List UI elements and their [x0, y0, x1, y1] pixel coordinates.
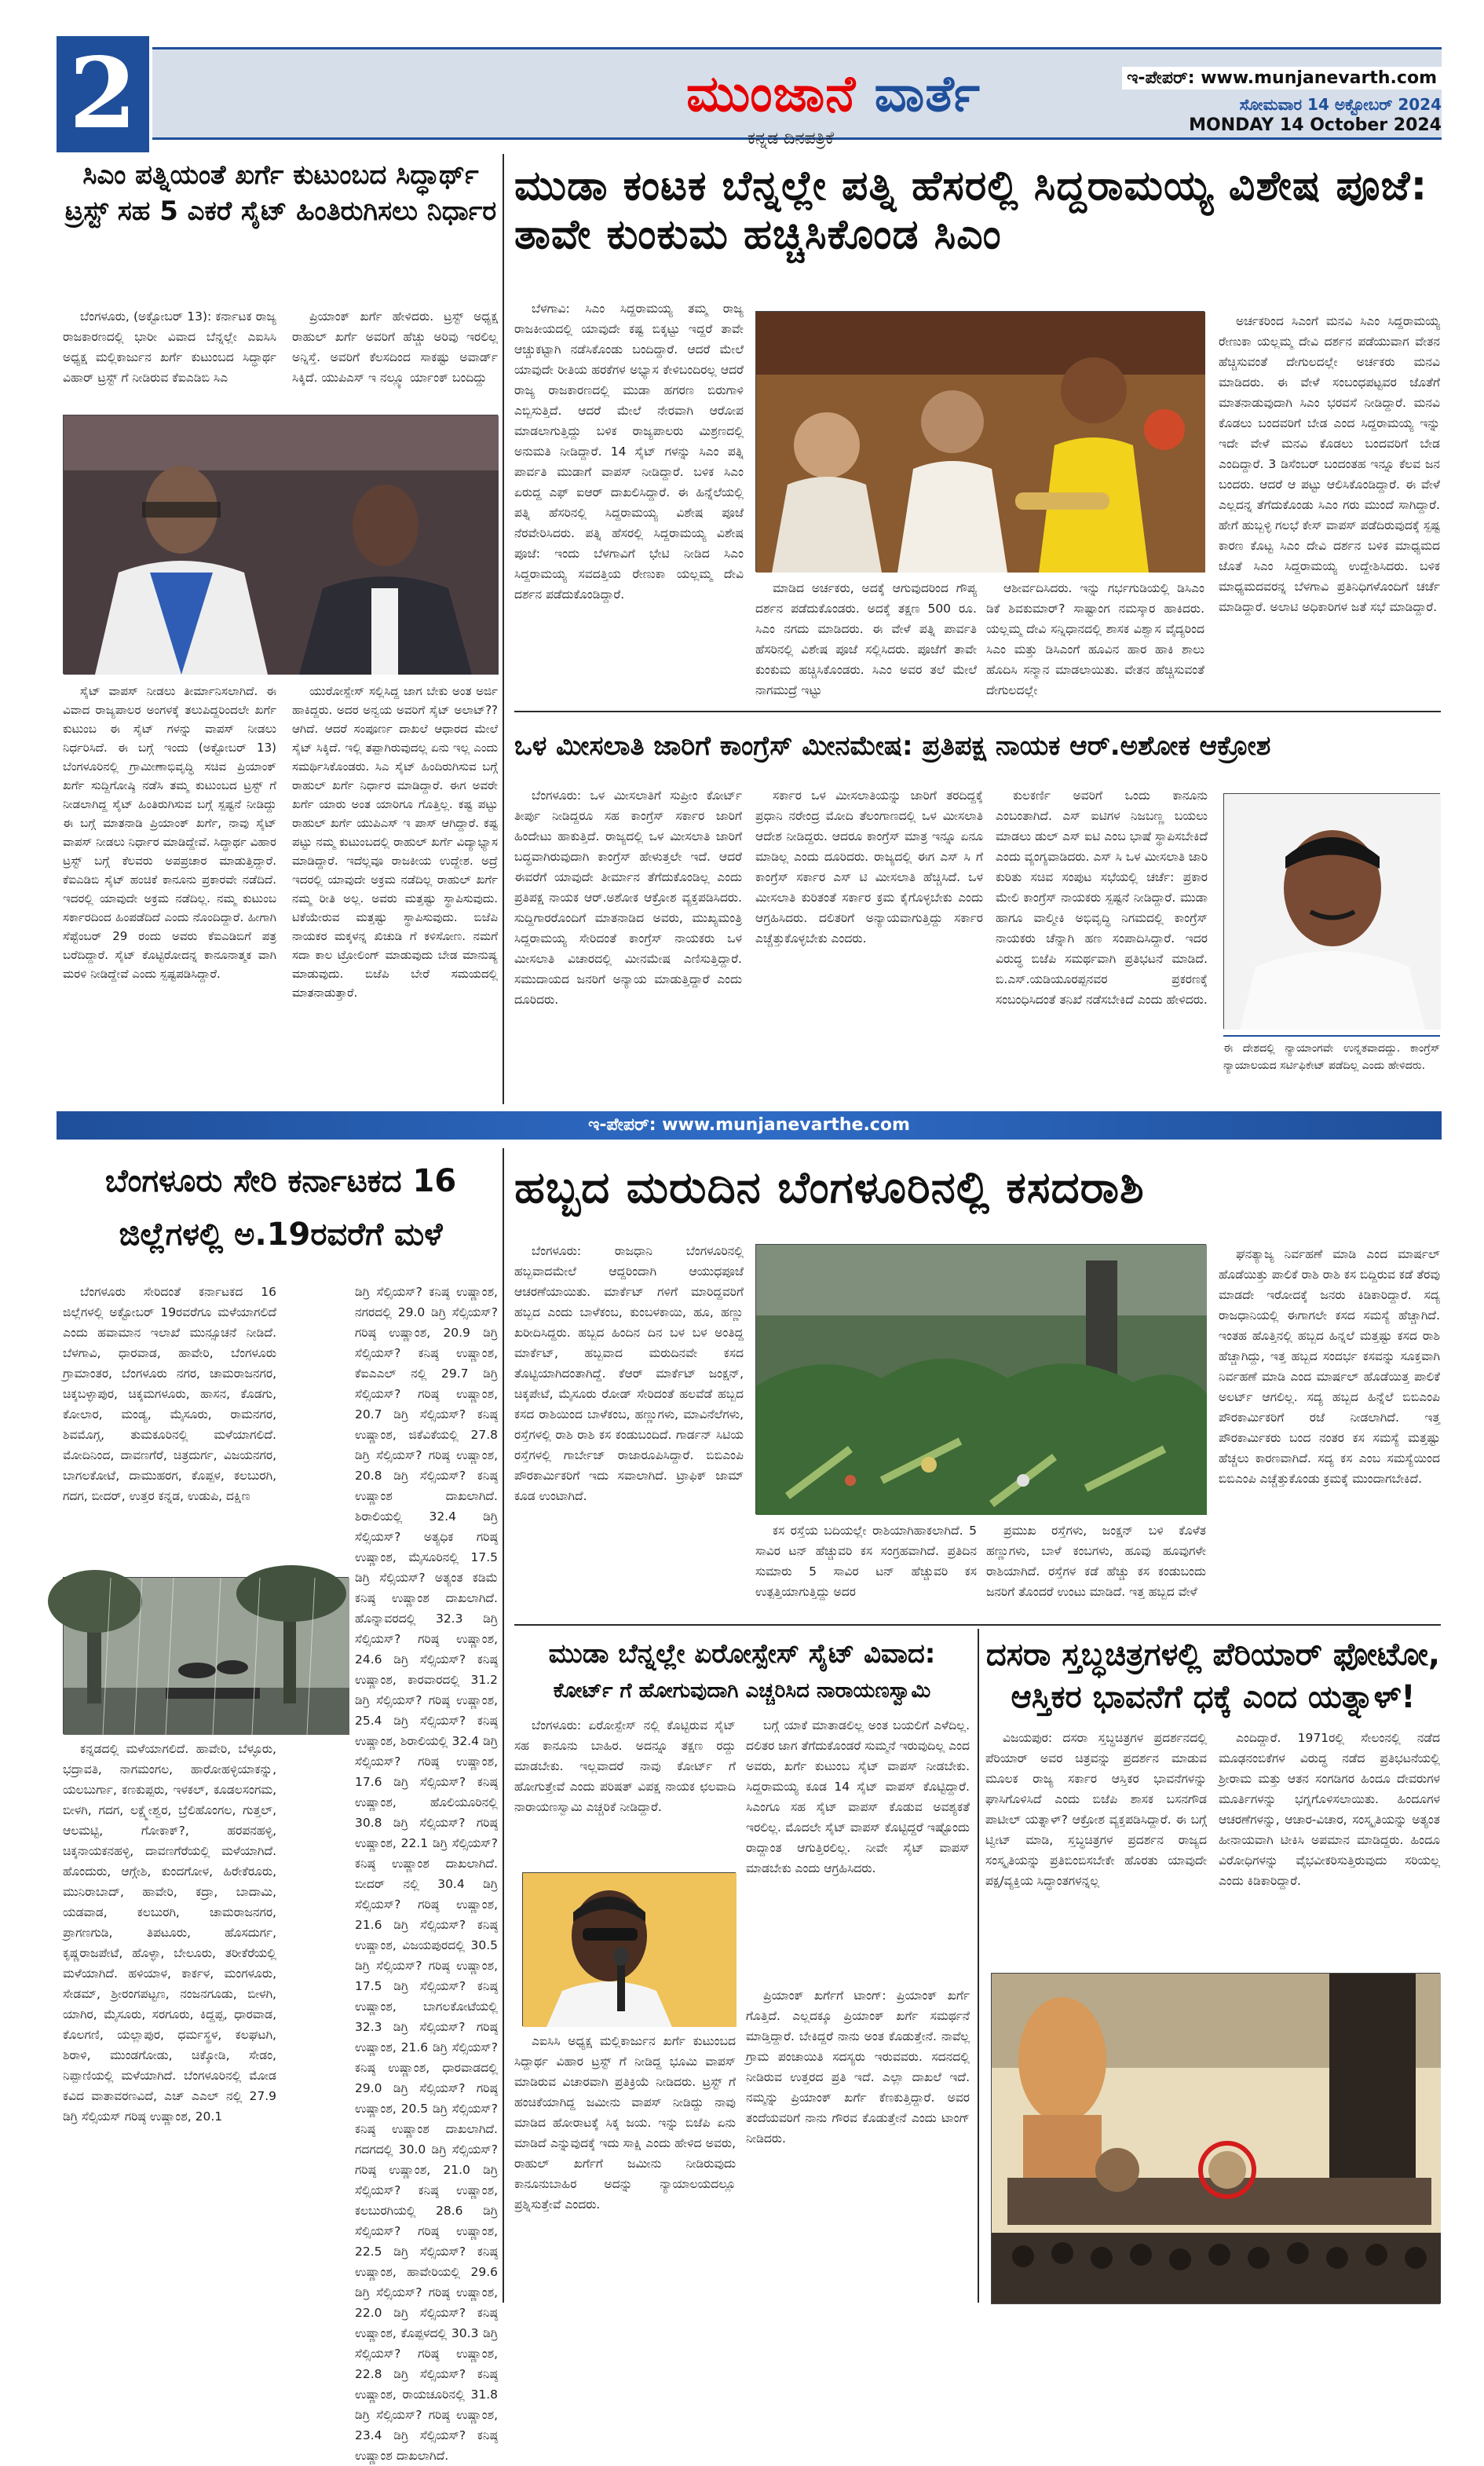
story2-col2-text: ಮಾಡಿದ ಅರ್ಚಕರು, ಅದಕ್ಕೆ ಆಗುವುದರಿಂದ ಗೌಪ್ಯ ದರ್ಶನ ಪಡೆದುಕೊಂಡರು. ಅದಕ್ಕೆ ತಕ್ಷಣ 500 ರೂ. ಸಿಎಂ ನಗದು ಮಾಡಿದರು. ಈ ವೇಳೆ ಪತ್ನಿ ಪಾರ್ವತಿ ಹೆಸರಿನಲ್ಲಿ ವಿಶೇಷ ಪೂಜೆ ಸಲ್ಲಿಸಿದರು. ಪೂಜೆಗೆ ತಾವೇ ಕುಂಕುಮ ಹಚ್ಚಿಸಿಕೊಂಡರು. ಸಿಎಂ ಅವರ ತಲೆ ಮೇಲೆ ನಾಗಮುದ್ರೆ ಇಟ್ಟು: [755, 581, 977, 697]
newspaper-tagline: ಕನ್ನಡ ದಿನಪತ್ರಿಕೆ: [747, 129, 835, 148]
story4-col2-text: ಡಿಗ್ರಿ ಸೆಲ್ಸಿಯಸ್? ಕನಿಷ್ಠ ಉಷ್ಣಾಂಶ, ನಗರದಲ್ಲಿ 29.0 ಡಿಗ್ರಿ ಸೆಲ್ಸಿಯಸ್? ಗರಿಷ್ಠ ಉಷ್ಣಾಂಶ, 20.9 ಡಿಗ್ರಿ ಸೆಲ್ಸಿಯಸ್? ಕನಿಷ್ಠ ಉಷ್ಣಾಂಶ, ಕೆಐಎಎಲ್ ನಲ್ಲಿ 29.7 ಡಿಗ್ರಿ ಸೆಲ್ಸಿಯಸ್? ಗರಿಷ್ಠ ಉಷ್ಣಾಂಶ, 20.7 ಡಿಗ್ರಿ ಸೆಲ್ಸಿಯಸ್? ಕನಿಷ್ಠ ಉಷ್ಣಾಂಶ, ಜಿಕೆವಿಕೆಯಲ್ಲಿ 27.8 ಡಿಗ್ರಿ ಸೆಲ್ಸಿಯಸ್? ಗರಿಷ್ಠ ಉಷ್ಣಾಂಶ, 20.8 ಡಿಗ್ರಿ ಸೆಲ್ಸಿಯಸ್? ಕನಿಷ್ಠ ಉಷ್ಣಾಂಶ ದಾಖಲಾಗಿದೆ. ಶಿರಾಲಿಯಲ್ಲಿ 32.4 ಡಿಗ್ರಿ ಸೆಲ್ಸಿಯಸ್? ಅತ್ಯಧಿಕ ಗರಿಷ್ಠ ಉಷ್ಣಾಂಶ, ಮೈಸೂರಿನಲ್ಲಿ 17.5 ಡಿಗ್ರಿ ಸೆಲ್ಸಿಯಸ್? ಅತ್ಯಂತ ಕಡಿಮೆ ಕನಿಷ್ಠ ಉಷ್ಣಾಂಶ ದಾಖಲಾಗಿದೆ. ಹೊನ್ನಾವರದಲ್ಲಿ 32.3 ಡಿಗ್ರಿ ಸೆಲ್ಸಿಯಸ್? ಗರಿಷ್ಠ ಉಷ್ಣಾಂಶ, 24.6 ಡಿಗ್ರಿ ಸೆಲ್ಸಿಯಸ್? ಕನಿಷ್ಠ ಉಷ್ಣಾಂಶ, ಕಾರವಾರದಲ್ಲಿ 31.2 ಡಿಗ್ರಿ ಸೆಲ್ಸಿಯಸ್? ಗರಿಷ್ಠ ಉಷ್ಣಾಂಶ, 25.4 ಡಿಗ್ರಿ ಸೆಲ್ಸಿಯಸ್? ಕನಿಷ್ಠ ಉಷ್ಣಾಂಶ, ಶಿರಾಲಿಯಲ್ಲಿ 32.4 ಡಿಗ್ರಿ ಸೆಲ್ಸಿಯಸ್? ಗರಿಷ್ಠ ಉಷ್ಣಾಂಶ, 17.6 ಡಿಗ್ರಿ ಸೆಲ್ಸಿಯಸ್? ಕನಿಷ್ಠ ಉಷ್ಣಾಂಶ, ಹೊಲಿಯೂರಿನಲ್ಲಿ 30.8 ಡಿಗ್ರಿ ಸೆಲ್ಸಿಯಸ್? ಗರಿಷ್ಠ ಉಷ್ಣಾಂಶ, 22.1 ಡಿಗ್ರಿ ಸೆಲ್ಸಿಯಸ್? ಕನಿಷ್ಠ ಉಷ್ಣಾಂಶ ದಾಖಲಾಗಿದೆ. ಬೀದರ್ ನಲ್ಲಿ 30.4 ಡಿಗ್ರಿ ಸೆಲ್ಸಿಯಸ್? ಗರಿಷ್ಠ ಉಷ್ಣಾಂಶ, 21.6 ಡಿಗ್ರಿ ಸೆಲ್ಸಿಯಸ್? ಕನಿಷ್ಠ ಉಷ್ಣಾಂಶ, ವಿಜಯಪುರದಲ್ಲಿ 30.5 ಡಿಗ್ರಿ ಸೆಲ್ಸಿಯಸ್? ಗರಿಷ್ಠ ಉಷ್ಣಾಂಶ, 17.5 ಡಿಗ್ರಿ ಸೆಲ್ಸಿಯಸ್? ಕನಿಷ್ಠ ಉಷ್ಣಾಂಶ, ಬಾಗಲಕೋಟೆಯಲ್ಲಿ 32.3 ಡಿಗ್ರಿ ಸೆಲ್ಸಿಯಸ್? ಗರಿಷ್ಠ ಉಷ್ಣಾಂಶ, 21.6 ಡಿಗ್ರಿ ಸೆಲ್ಸಿಯಸ್? ಕನಿಷ್ಠ ಉಷ್ಣಾಂಶ, ಧಾರವಾಡದಲ್ಲಿ 29.0 ಡಿಗ್ರಿ ಸೆಲ್ಸಿಯಸ್? ಗರಿಷ್ಠ ಉಷ್ಣಾಂಶ, 20.5 ಡಿಗ್ರಿ ಸೆಲ್ಸಿಯಸ್? ಕನಿಷ್ಠ ಉಷ್ಣಾಂಶ ದಾಖಲಾಗಿದೆ. ಗದಗದಲ್ಲಿ 30.0 ಡಿಗ್ರಿ ಸೆಲ್ಸಿಯಸ್? ಗರಿಷ್ಠ ಉಷ್ಣಾಂಶ, 21.0 ಡಿಗ್ರಿ ಸೆಲ್ಸಿಯಸ್? ಕನಿಷ್ಠ ಉಷ್ಣಾಂಶ, ಕಲಬುರಗಿಯಲ್ಲಿ 28.6 ಡಿಗ್ರಿ ಸೆಲ್ಸಿಯಸ್? ಗರಿಷ್ಠ ಉಷ್ಣಾಂಶ, 22.5 ಡಿಗ್ರಿ ಸೆಲ್ಸಿಯಸ್? ಕನಿಷ್ಠ ಉಷ್ಣಾಂಶ, ಹಾವೇರಿಯಲ್ಲಿ 29.6 ಡಿಗ್ರಿ ಸೆಲ್ಸಿಯಸ್? ಗರಿಷ್ಠ ಉಷ್ಣಾಂಶ, 22.0 ಡಿಗ್ರಿ ಸೆಲ್ಸಿಯಸ್? ಕನಿಷ್ಠ ಉಷ್ಣಾಂಶ, ಕೊಪ್ಪಳದಲ್ಲಿ 30.3 ಡಿಗ್ರಿ ಸೆಲ್ಸಿಯಸ್? ಗರಿಷ್ಠ ಉಷ್ಣಾಂಶ, 22.8 ಡಿಗ್ರಿ ಸೆಲ್ಸಿಯಸ್? ಕನಿಷ್ಠ ಉಷ್ಣಾಂಶ, ರಾಯಚೂರಿನಲ್ಲಿ 31.8 ಡಿಗ್ರಿ ಸೆಲ್ಸಿಯಸ್? ಗರಿಷ್ಠ ಉಷ್ಣಾಂಶ, 23.4 ಡಿಗ್ರಿ ಸೆಲ್ಸಿಯಸ್? ಕನಿಷ್ಠ ಉಷ್ಣಾಂಶ ದಾಖಲಾಗಿದೆ.: [355, 1285, 498, 2463]
story2-body-col4: [1219, 311, 1440, 704]
story5-headline: ಹಬ್ಬದ ಮರುದಿನ ಬೆಂಗಳೂರಿನಲ್ಲಿ ಕಸದರಾಶಿ: [514, 1162, 1145, 1213]
story1-headline: ಸಿಎಂ ಪತ್ನಿಯಂತೆ ಖರ್ಗೆ ಕುಟುಂಬದ ಸಿದ್ಧಾರ್ಥ್ ಟ್ರಸ್ಟ್ ಸಹ 5 ಎಕರೆ ಸೈಟ್ ಹಿಂತಿರುಗಿಸಲು ನಿರ್ಧಾರ: [64, 159, 497, 227]
story7-body-col2: [1219, 1728, 1440, 1965]
story6-col2-text: ಬಗ್ಗೆ ಯಾಕೆ ಮಾತಾಡಲಿಲ್ಲ ಅಂತ ಬಯಲಿಗೆ ಎಳೆದಿಲ್ಲ. ದಲಿತರ ಜಾಗ ತೆಗೆದುಕೊಂಡರೆ ಸುಮ್ಮನೆ ಇರುವುದಿಲ್ಲ ಎಂದ ಅವರು, ಖರ್ಗೆ ಕುಟುಂಬ ಸೈಟ್ ವಾಪಸ್ ನೀಡಬೇಕು. ಸಿದ್ದರಾಮಯ್ಯ ಕೂಡ 14 ಸೈಟ್ ವಾಪಸ್ ಕೊಟ್ಟಿದ್ದಾರೆ. ಸಿಎಂಗೂ ಸಹ ಸೈಟ್ ವಾಪಸ್ ಕೊಡುವ ಅವಶ್ಯಕತೆ ಇರಲಿಲ್ಲ. ಮೊದಲೇ ಸೈಟ್ ವಾಪಸ್ ಕೊಟ್ಟಿದ್ದರೆ ಇಷ್ಟೊಂದು ರಾದ್ದಾಂತ ಆಗುತ್ತಿರಲಿಲ್ಲ. ನೀವೇ ಸೈಟ್ ವಾಪಸ್ ಮಾಡಬೇಕು ಎಂದು ಆಗ್ರಹಿಸಿದರು.: [746, 1718, 970, 1875]
page-number: 2: [57, 36, 149, 152]
story3-photo-svg: [1224, 794, 1441, 1030]
story7-photo-svg: [992, 1974, 1441, 2303]
newspaper-name: [686, 65, 981, 123]
section-divider-2: [514, 1624, 1441, 1626]
story4-col1-text: ಬೆಂಗಳೂರು ಸೇರಿದಂತೆ ಕರ್ನಾಟಕದ 16 ಜಿಲ್ಲೆಗಳಲ್ಲಿ ಅಕ್ಟೋಬರ್ 19ರವರೆಗೂ ಮಳೆಯಾಗಲಿದೆ ಎಂದು ಹವಾಮಾನ ಇಲಾಖೆ ಮುನ್ಸೂಚನೆ ನೀಡಿದೆ. ಬೆಳಗಾವಿ, ಧಾರವಾಡ, ಹಾವೇರಿ, ಬೆಂಗಳೂರು ಗ್ರಾಮಾಂತರ, ಬೆಂಗಳೂರು ನಗರ, ಚಾಮರಾಜನಗರ, ಚಿಕ್ಕಬಳ್ಳಾಪುರ, ಚಿಕ್ಕಮಗಳೂರು, ಹಾಸನ, ಕೊಡಗು, ಕೋಲಾರ, ಮಂಡ್ಯ, ಮೈಸೂರು, ರಾಮನಗರ, ಶಿವಮೊಗ್ಗ, ತುಮಕೂರಿನಲ್ಲಿ ಮಳೆಯಾಗಲಿದೆ. ಮೋದಿನಿಂದ, ದಾವಣಗೆರೆ, ಚಿತ್ರದುರ್ಗ, ವಿಜಯನಗರ, ಬಾಗಲಕೋಟೆ, ದಾಮುಹರಗ, ಕೊಪ್ಪಳ, ಕಲಬುರಗಿ, ಗದಗ, ಬೀದರ್, ಉತ್ತರ ಕನ್ನಡ, ಉಡುಪಿ, ದಕ್ಷಿಣ: [63, 1285, 276, 1503]
date-english: MONDAY 14 October 2024: [1189, 115, 1442, 135]
story6-body-col1b: [514, 2031, 736, 2303]
story6-body-col2: [746, 1715, 970, 1982]
story6-photo-svg: [523, 1873, 737, 2027]
story3-headline: ಒಳ ಮೀಸಲಾತಿ ಜಾರಿಗೆ ಕಾಂಗ್ರೆಸ್ ಮೀನಮೇಷ: ಪ್ರತಿಪಕ್ಷ ನಾಯಕ ಆರ್.ಅಶೋಕ ಆಕ್ರೋಶ: [514, 730, 1271, 762]
story1-col2-text: ಪ್ರಿಯಾಂಕ್ ಖರ್ಗೆ ಹೇಳಿದರು. ಟ್ರಸ್ಟ್ ಅಧ್ಯಕ್ಷ ರಾಹುಲ್ ಖರ್ಗೆ ಅವರಿಗೆ ಹೆಚ್ಚು ಅರಿವು ಇರಲಿಲ್ಲ ಅನ್ನಿಸ್ತೆ. ಅವರಿಗೆ ಕೆಲಸದಿಂದ ಸಾಕಷ್ಟು ಅವಾರ್ಡ್ ಸಿಕ್ಕಿದೆ. ಯುಪಿಎಸ್ ಇ ನಲ್ಲ್ಯೂ ರ್ಯಾಂಕ್ ಬಂದಿದ್ದು: [292, 309, 498, 385]
story5-photo: [755, 1244, 1206, 1514]
story1-col4-text: ಯುರೋಸ್ಪೇಸ್ ಸಲ್ಲಿಸಿದ್ದ ಜಾಗ ಬೇಕು ಅಂತ ಅರ್ಜಿ ಹಾಕಿದ್ದರು. ಅದರ ಅನ್ವಯ ಅವರಿಗೆ ಸೈಟ್ ಅಲಾಟ್?? ಆಗಿದೆ. ಆದರೆ ಸಂಪೂರ್ಣ ದಾಖಲೆ ಆಧಾರದ ಮೇಲೆ ಸೈಟ್ ಸಿಕ್ಕಿದೆ. ಇಲ್ಲಿ ತಪ್ಪಾಗಿರುವುದಲ್ಲ ಏನು ಇಲ್ಲ ಎಂದು ಸಮರ್ಥಿಸಿಕೊಂಡರು. ಸಿಎ ಸೈಟ್ ಹಿಂದಿರುಗಿಸುವ ಬಗ್ಗೆ ರಾಹುಲ್ ಖರ್ಗೆ ನಿರ್ಧಾರ ಮಾಡಿದ್ದಾರೆ. ಈಗ ಅವರೇ ಖರ್ಗೆ ಯಾರು ಅಂತ ಯಾರಿಗೂ ಗೊತ್ತಿಲ್ಲ. ಕಷ್ಟ ಪಟ್ಟು ರಾಹುಲ್ ಖರ್ಗೆ ಯುಪಿಎಸ್ ಇ ಪಾಸ್ ಆಗಿದ್ದಾರೆ. ಕಷ್ಟ ಪಟ್ಟು ನಮ್ಮ ಕುಟುಂಬದಲ್ಲಿ ರಾಹುಲ್ ಖರ್ಗೆ ವಿದ್ಯಾಭ್ಯಾಸ ಮಾಡಿದ್ದಾರೆ. ಇದೆಲ್ಲವೂ ರಾಜಕೀಯ ಉದ್ದೇಶ. ಅದ್ರೆ ಇದರಲ್ಲಿ ಯಾವುದೇ ಅಕ್ರಮ ನಡೆದಿಲ್ಲ ರಾಹುಲ್ ಖರ್ಗೆ ನಮ್ಮ ರೀತಿ ಅಲ್ಲ. ಅವರು ಮತ್ತಷ್ಟು ಸ್ಥಾಪಿಸುವುದು. ಟಿಕೆಯೇರುವ ಮತ್ತಷ್ಟು ಸ್ಥಾಪಿಸುವುದು. ಬಿಜೆಪಿ ನಾಯಕರ ಮಕ್ಕಳನ್ನ ಖಿಚುಡಿ ಗೆ ಕಳಿಸೋಣ. ನಮಗೆ ಸದಾ ಕಾಲ ಟ್ರೋಲಿಂಗ್ ಮಾಡುವುದು ಬೇಡ ಮಾನುಷ್ಯ ಮಾಡುವುದು. ಬಿಜೆಪಿ ಬೇರೆ ಸಮಯದಲ್ಲಿ ಮಾತನಾಡುತ್ತಾರೆ.: [292, 684, 498, 1000]
story6-body-col1: [514, 1715, 736, 1872]
column-divider: [503, 154, 504, 1104]
story5-col1-text: ಬೆಂಗಳೂರು: ರಾಜಧಾನಿ ಬೆಂಗಳೂರಿನಲ್ಲಿ ಹಬ್ಬವಾದಮೇಲೆ ಆದ್ದರಿಂದಾಗಿ ಆಯುಧಪೂಜೆ ಆಚರಣೆಯಾಯಿತು. ಮಾರ್ಕೆಟ್ ಗಳಿಗೆ ಮಾರಿದ್ದವರಿಗೆ ಹಬ್ಬದ ಎಂದು ಬಾಳೆಕಂಬ, ಕುಂಬಳಕಾಯಿ, ಹೂ, ಹಣ್ಣು ಖರೀದಿಸಿದ್ದರು. ಹಬ್ಬದ ಹಿಂದಿನ ದಿನ ಬಳ ಬಳ ಅಂತಿದ್ದ ಮಾರ್ಕೆಟ್, ಹಬ್ಬವಾದ ಮರುದಿನವೇ ಕಸದ ತೊಟ್ಟಿಯಾಗಿದಂತಾಗಿದ್ದೆ. ಕೆಆರ್ ಮಾರ್ಕೆಟ್ ಜಂಕ್ಷನ್, ಚಿಕ್ಕಪೇಟೆ, ಮೈಸೂರು ರೋಡ್ ಸೇರಿದಂತೆ ಹಲವೆಡೆ ಹಬ್ಬದ ಕಸದ ರಾಶಿಯಿಂದ ಬಾಳೆಕಂಬ, ಹಣ್ಣುಗಳು, ಮಾವಿನೆಲೆಗಳು, ರಸ್ತೆಗಳಲ್ಲಿ ರಾಶಿ ರಾಶಿ ಕಸ ಕಂಡುಬಂದಿದೆ. ಗಾರ್ಡನ್ ಸಿಟಿಯ ರಸ್ತೆಗಳಲ್ಲಿ ಗಾರ್ಬೇಜ್ ರಾಜಾರೂಪಿಸಿದ್ದಾರೆ. ಬಿಬಿಎಂಪಿ ಪೌರಕಾರ್ಮಿಕರಿಗೆ ಇದು ಸವಾಲಾಗಿದೆ. ಟ್ರಾಫಿಕ್ ಜಾಮ್ ಕೂಡ ಉಂಟಾಗಿದೆ.: [514, 1244, 744, 1503]
story3-col1-text: ಬೆಂಗಳೂರು: ಒಳ ಮೀಸಲಾತಿಗೆ ಸುಪ್ರೀಂ ಕೋರ್ಟ್ ತೀರ್ಪು ನೀಡಿದ್ದರೂ ಸಹ ಕಾಂಗ್ರೆಸ್ ಸರ್ಕಾರ ಜಾರಿಗೆ ಹಿಂದೇಟು ಹಾಕುತ್ತಿದೆ. ರಾಜ್ಯದಲ್ಲಿ ಒಳ ಮೀಸಲಾತಿ ಜಾರಿಗೆ ಬದ್ಧವಾಗಿರುವುದಾಗಿ ಕಾಂಗ್ರೆಸ್ ಹೇಳುತ್ತಲೇ ಇದೆ. ಆದರೆ ಈವರೆಗೆ ಯಾವುದೇ ತೀರ್ಮಾನ ತೆಗೆದುಕೊಂಡಿಲ್ಲ ಎಂದು ಪ್ರತಿಪಕ್ಷ ನಾಯಕ ಆರ್.ಅಶೋಕ ಆಕ್ರೋಶ ವ್ಯಕ್ತಪಡಿಸಿದರು. ಸುದ್ದಿಗಾರರೊಂದಿಗೆ ಮಾತನಾಡಿದ ಅವರು, ಮುಖ್ಯಮಂತ್ರಿ ಸಿದ್ದರಾಮಯ್ಯ ಸೇರಿದಂತೆ ಕಾಂಗ್ರೆಸ್ ನಾಯಕರು ಒಳ ಮೀಸಲಾತಿ ವಿಚಾರದಲ್ಲಿ ಮೀನಮೇಷ ಎಣಿಸುತ್ತಿದ್ದಾರೆ. ಸಮುದಾಯದ ಜನರಿಗೆ ಅನ್ಯಾಯ ಮಾಡುತ್ತಿದ್ದಾರೆ ಎಂದು ದೂರಿದರು.: [514, 788, 742, 1007]
story1-col3-text: ಸೈಟ್ ವಾಪಸ್ ನೀಡಲು ತೀರ್ಮಾನಿಸಲಾಗಿದೆ. ಈ ವಿವಾದ ರಾಜ್ಯಪಾಲರ ಅಂಗಳಕ್ಕೆ ತಲುಪಿದ್ದರಿಂದಲೇ ಖರ್ಗೆ ಕುಟುಂಬ ಈ ಸೈಟ್ ಗಳನ್ನು ವಾಪಸ್ ನೀಡಲು ನಿರ್ಧರಿಸಿದೆ. ಈ ಬಗ್ಗೆ ಇಂದು (ಅಕ್ಟೋಬರ್ 13) ಬೆಂಗಳೂರಿನಲ್ಲಿ ಗ್ರಾಮೀಣಾಭಿವೃದ್ಧಿ ಸಚಿವ ಪ್ರಿಯಾಂಕ್ ಖರ್ಗೆ ಸುದ್ದಿಗೋಷ್ಠಿ ನಡೆಸಿ ತಮ್ಮ ಕುಟುಂಬದ ಟ್ರಸ್ಟ್ ಗೆ ನೀಡಲಾಗಿದ್ದ ಸೈಟ್ ಹಿಂತಿರುಗಿಸುವ ಬಗ್ಗೆ ಸ್ಪಷ್ಟನೆ ನೀಡಿದ್ದು ಈ ಬಗ್ಗೆ ಮಾತನಾಡಿ ಪ್ರಿಯಾಂಕ್ ಖರ್ಗೆ, ನಾವು ಸೈಟ್ ವಾಪಸ್ ನೀಡಲು ನಿರ್ಧಾರ ಮಾಡಿದ್ದೇವೆ. ಸಿದ್ಧಾರ್ಥ ವಿಹಾರ ಟ್ರಸ್ಟ್ ಬಗ್ಗೆ ಕೆಲವರು ಅಪಪ್ರಚಾರ ಮಾಡುತ್ತಿದ್ದಾರೆ. ಕೆಐಎಡಿಬಿ ಸೈಟ್ ಹಂಚಿಕೆ ಕಾನೂನು ಪ್ರಕಾರವೇ ನಡೆದಿದೆ. ಇದರಲ್ಲಿ ಯಾವುದೇ ಅಕ್ರಮ ನಡೆದಿಲ್ಲ. ನಮ್ಮ ಕುಟುಂಬ ಸರ್ಕಾರದಿಂದ ಹಿಂಪಡೆದಿದೆ ಎಂದು ನೊಂದಿದ್ದಾರೆ. ಹೀಗಾಗಿ ಸೆಪ್ಟೆಂಬರ್ 29 ರಂದು ಅವರು ಕೆಐಎಡಿಬಿಗೆ ಪತ್ರ ಬರೆದಿದ್ದಾರೆ. ಸೈಟ್ ಕೊಟ್ಟಿರೋದನ್ನ ಕಾನೂನಾತ್ಮಕ ವಾಗಿ ಮರಳಿ ನೀಡಿದ್ದೇವೆ ಎಂದು ಸ್ಪಷ್ಟಪಡಿಸಿದ್ದಾರೆ.: [63, 684, 276, 981]
story5-col2-text: ಕಸ ರಸ್ತೆಯ ಬದಿಯಲ್ಲೇ ರಾಶಿಯಾಗಿಹಾಕಲಾಗಿದೆ. 5 ಸಾವಿರ ಟನ್ ಹೆಚ್ಚುವರಿ ಕಸ ಸಂಗ್ರಹವಾಗಿದೆ. ಪ್ರತಿದಿನ ಸುಮಾರು 5 ಸಾವಿರ ಟನ್ ಹೆಚ್ಚುವರಿ ಕಸ ಉತ್ಪತ್ತಿಯಾಗುತ್ತಿದ್ದು ಅದರ: [755, 1524, 977, 1599]
story7-headline: ದಸರಾ ಸ್ತಬ್ಧಚಿತ್ರಗಳಲ್ಲಿ ಪೆರಿಯಾರ್ ಫೋಟೋ, ಆಸ್ತಿಕರ ಭಾವನೆಗೆ ಧಕ್ಕೆ ಎಂದ ಯತ್ನಾಳ್!: [985, 1637, 1441, 1715]
edition-url[interactable]: ಇ-ಪೇಪರ್: www.munjanevarth.com: [1122, 67, 1442, 90]
story2-photo: [755, 311, 1204, 572]
story7-col2-text: ಎಂದಿದ್ದಾರೆ. 1971ರಲ್ಲಿ ಸೇಲಂನಲ್ಲಿ ನಡೆದ ಮೂಢನಂಬಿಕೆಗಳ ವಿರುದ್ಧ ನಡೆದ ಪ್ರತಿಭಟನೆಯಲ್ಲಿ ಶ್ರೀರಾಮ ಮತ್ತು ಆತನ ಸಂಗಡಿಗರ ಹಿಂದೂ ದೇವರುಗಳ ಮೂರ್ತಿಗಳನ್ನು ಭಗ್ನಗೊಳಿಸಲಾಯಿತು. ಹಿಂದೂಗಳ ಆಚರಣೆಗಳನ್ನು, ಆಚಾರ-ವಿಚಾರ, ಸಂಸ್ಕೃತಿಯನ್ನು ಅತ್ಯಂತ ಹೀನಾಯವಾಗಿ ಟೀಕಿಸಿ ಅಪಮಾನ ಮಾಡಿದ್ದರು. ಹಿಂದೂ ವಿರೋಧಿಗಳನ್ನು ವೈಭವೀಕರಿಸುತ್ತಿರುವುದು ಸರಿಯಲ್ಲ ಎಂದು ಕಿಡಿಕಾರಿದ್ದಾರೆ.: [1219, 1731, 1440, 1888]
story2-col1-text: ಬೆಳಗಾವಿ: ಸಿಎಂ ಸಿದ್ದರಾಮಯ್ಯ ತಮ್ಮ ರಾಜ್ಯ ರಾಜಕೀಯದಲ್ಲಿ ಯಾವುದೇ ಕಷ್ಟ ಬಿಕ್ಕಟ್ಟು ಇದ್ದರೆ ತಾವೇ ಆಚ್ಚುಕಟ್ಟಾಗಿ ನಡೆಸಿಕೊಂಡು ಬಂದಿದ್ದಾರೆ. ಆದರೆ ಮೇಲೆ ಯಾವುದೇ ರೀತಿಯ ಹರಕೆಗಳ ಅಭ್ಯಾಸ ಕೇಳಿಬಂದಿರಲ್ಲ ಆದರೆ ರಾಜ್ಯ ರಾಜಕಾರಣದಲ್ಲಿ ಮುಡಾ ಹಗರಣ ಬಿರುಗಾಳಿ ಎಬ್ಬಿಸುತ್ತಿದೆ. ಆದರೆ ಮೇಲೆ ನೇರವಾಗಿ ಆರೋಪ ಮಾಡಲಾಗುತ್ತಿದ್ದು ಬಳಿಕ ರಾಜ್ಯಪಾಲರು ಮಿಶ್ರಣದಲ್ಲಿ ಅನುಮತಿ ನೀಡಿದ್ದಾರೆ. 14 ಸೈಟ್ ಗಳನ್ನು ಸಿಎಂ ಪತ್ನಿ ಪಾರ್ವತಿ ಮುಡಾಗೆ ವಾಪಸ್ ನೀಡಿದ್ದಾರೆ. ಬಳಿಕ ಸಿಎಂ ಏರುದ್ದ ಎಫ್ ಐಆರ್ ದಾಖಲಿಸಿದ್ದಾರೆ. ಈ ಹಿನ್ನೆಲೆಯಲ್ಲಿ ಪತ್ನಿ ಹೆಸರಿನಲ್ಲಿ ಸಿದ್ದರಾಮಯ್ಯ ವಿಶೇಷ ಪೂಜೆ ನೆರವೇರಿಸಿದರು. ಪತ್ನಿ ಹೆಸರಲ್ಲಿ ಸಿದ್ದರಾಮಯ್ಯ ವಿಶೇಷ ಪೂಜೆ: ಇಂದು ಬೆಳಗಾವಿಗೆ ಭೇಟಿ ನೀಡಿದ ಸಿಎಂ ಸಿದ್ದರಾಮಯ್ಯ ಸವದತ್ತಿಯ ರೇಣುಕಾ ಯಲ್ಲಮ್ಮ ದೇವಿ ದರ್ಶನ ಪಡೆದುಕೊಂಡಿದ್ದಾರೆ.: [514, 302, 744, 602]
story1-photo-svg: [64, 415, 499, 675]
story2-body-col1: [514, 298, 744, 703]
newspaper-name-red: ಮುಂಜಾನೆ: [686, 65, 857, 123]
story6-col1b-text: ಎಐಸಿಸಿ ಅಧ್ಯಕ್ಷ ಮಲ್ಲಿಕಾರ್ಜುನ ಖರ್ಗೆ ಕುಟುಂಬದ ಸಿದ್ದಾರ್ಥ ವಿಹಾರ ಟ್ರಸ್ಟ್ ಗೆ ನೀಡಿದ್ದ ಭೂಮಿ ವಾಪಸ್ ಮಾಡಿರುವ ವಿಚಾರವಾಗಿ ಪ್ರತಿಕ್ರಿಯೆ ನೀಡಿದರು. ಟ್ರಸ್ಟ್ ಗೆ ಹಂಚಿಕೆಯಾಗಿದ್ದ ಜಮೀನು ವಾಪಸ್ ನೀಡಿದ್ದು ನಾವು ಮಾಡಿದ ಹೋರಾಟಕ್ಕೆ ಸಿಕ್ಕ ಜಯ. ಇನ್ನು ಬಿಜೆಪಿ ಏನು ಮಾಡಿದೆ ಎನ್ನುವುದಕ್ಕೆ ಇದು ಸಾಕ್ಷಿ ಎಂದು ಹೇಳಿದ ಅವರು, ರಾಹುಲ್ ಖರ್ಗೆಗೆ ಜಮೀನು ನೀಡಿರುವುದು ಕಾನೂನುಬಾಹಿರ ಅದನ್ನು ನ್ಯಾಯಾಲಯದಲ್ಲೂ ಪ್ರಶ್ನಿಸುತ್ತೇವೆ ಎಂದರು.: [514, 2034, 736, 2212]
story3-body-col3: [996, 785, 1208, 1103]
story1-body-col4: [292, 679, 498, 1103]
story3-col2-text: ಸರ್ಕಾರ ಒಳ ಮೀಸಲಾತಿಯನ್ನು ಜಾರಿಗೆ ತರದಿದ್ದಕ್ಕೆ ಪ್ರಧಾನಿ ನರೇಂದ್ರ ಮೋದಿ ತೆಲಂಗಾಣದಲ್ಲಿ ಒಳ ಮೀಸಲಾತಿ ಆದೇಶ ನೀಡಿದ್ದರು. ಆದರೂ ಕಾಂಗ್ರೆಸ್ ಮಾತ್ರ ಇನ್ನೂ ಏನೂ ಮಾಡಿಲ್ಲ ಎಂದು ದೂರಿದರು. ರಾಜ್ಯದಲ್ಲಿ ಈಗ ಎಸ್ ಸಿ ಗೆ ಕಾಂಗ್ರೆಸ್ ಸರ್ಕಾರ ಎಸ್ ಟಿ ಮೀಸಲಾತಿ ಹೆಚ್ಚಿಸಿದೆ. ಒಳ ಮೀಸಲಾತಿ ಕುರಿತಂತೆ ಸರ್ಕಾರ ಕ್ರಮ ಕೈಗೊಳ್ಳಬೇಕು ಎಂದು ಆಗ್ರಹಿಸಿದರು. ದಲಿತರಿಗೆ ಅನ್ಯಾಯವಾಗುತ್ತಿದ್ದು ಸರ್ಕಾರ ಎಚ್ಚೆತ್ತುಕೊಳ್ಳಬೇಕು ಎಂದರು.: [755, 788, 983, 946]
story5-col3-text: ಪ್ರಮುಖ ರಸ್ತೆಗಳು, ಜಂಕ್ಷನ್ ಬಳಿ ಕೊಳೆತ ಹಣ್ಣುಗಳು, ಬಾಳೆ ಕಂಬಗಳು, ಹೂವು ಹೂವುಗಳೇ ರಾಶಿಯಾಗಿದೆ. ರಸ್ತೆಗಳ ಕಡೆ ಹೆಚ್ಚು ಕಸ ಕಂಡುಬಂದು ಜನರಿಗೆ ತೊಂದರೆ ಉಂಟು ಮಾಡಿದೆ. ಇತ್ತ ಹಬ್ಬದ ವೇಳೆ: [986, 1524, 1206, 1599]
story5-body-col4: [1219, 1244, 1440, 1618]
story3-caption: ಈ ದೇಶದಲ್ಲಿ ನ್ಯಾಯಾಂಗವೇ ಉನ್ನತವಾದದ್ದು. ಕಾಂಗ್ರೆಸ್ ನ್ಯಾಯಾಲಯದ ಸರ್ಟಿಫಿಕೇಟ್ ಪಡೆದಿಲ್ಲ ಎಂದು ಹೇಳಿದರು.: [1223, 1035, 1440, 1104]
column-divider-lower: [503, 1148, 504, 2303]
story3-body-col1: [514, 785, 742, 1103]
story4-col1b-text: ಕನ್ನಡದಲ್ಲಿ ಮಳೆಯಾಗಲಿದೆ. ಹಾವೇರಿ, ಬೆಳ್ಳೂರು, ಭದ್ರಾವತಿ, ನಾಗಮಂಗಲ, ಹಾರೋಹಳ್ಳಿಯಾಕನ್ನು, ಯಲಬುರ್ಗಾ, ಕಣಕುಪ್ಪರು, ಇಳಕಲ್, ಕೂಡಲಸಂಗಮ, ಬೀಳಗಿ, ಗದಗ, ಲಕ್ಷ್ಮೇಶ್ವರ, ಬ್ರೆಲಿಹೊಂಗಲ, ಗುತ್ತಲ್, ಆಲಮಟ್ಟಿ, ಗೋಕಾಕ್?, ಹರಪನಹಳ್ಳಿ, ಚಿಕ್ಕನಾಯಕನಹಳ್ಳಿ, ದಾವಣಗೆರೆಯಲ್ಲಿ ಮಳೆಯಾಗಿದೆ. ಹೊಂದುರು, ಆಗ್ಗೇಶಿ, ಕುಂದಗೋಳ, ಹಿರೇಕೆರೂರು, ಮುನಿರಾಬಾದ್, ಹಾವೇರಿ, ಕದ್ರಾ, ಬಾದಾಮಿ, ಯಡವಾಡ, ಕಲಬುರಗಿ, ಚಾಮರಾಜನಗರ, ಪ್ರಾಗಣಗುಡಿ, ತಿಪಟೂರು, ಹೊಸದುರ್ಗ, ಕೃಷ್ಣರಾಜಪೇಟೆ, ಹೊಳ್ಳಾ, ಬೇಲೂರು, ತರೀಕೆರೆಯಲ್ಲಿ ಮಳೆಯಾಗಿದೆ. ಹಳಿಯಾಳ, ಕಾರ್ಕಳ, ಮಂಗಳೂರು, ಸೇಡಮ್, ಶ್ರೀರಂಗಪಟ್ಟಣ, ನಂಜನಗೂಡು, ಬೀಳಗಿ, ಯಾಗಿರ, ಮೈಸೂರು, ಸರಗೂರು, ಕಿದ್ದಪ್ಪ, ಧಾರವಾಡ, ಕೊಲಗಣಿ, ಯಲ್ಲಾಪುರ, ಧರ್ಮಸ್ಥಳ, ಕಲಘಟಗಿ, ಶಿರಾಳಿ, ಮುಂಡಗೋಡು, ಚಿಕ್ಕೋಡಿ, ಸೇಡಂ, ನಿಪ್ಪಾಣಿಯಲ್ಲಿ ಮಳೆಯಾಗಿದೆ. ಬೆಂಗಳೂರಿನಲ್ಲಿ ಮೋಡ ಕವಿದ ವಾತಾವರಣವಿದೆ, ಎಚ್ ಎಎಲ್ ನಲ್ಲಿ 27.9 ಡಿಗ್ರಿ ಸೆಲ್ಸಿಯಸ್ ಗರಿಷ್ಠ ಉಷ್ಣಾಂಶ, 20.1: [63, 1742, 276, 2124]
story6-headline: ಮುಡಾ ಬೆನ್ನಲ್ಲೇ ಏರೋಸ್ಪೇಸ್ ಸೈಟ್ ವಿವಾದ:: [548, 1638, 936, 1670]
story1-photo: [63, 415, 498, 674]
story3-body-col2: [755, 785, 983, 1103]
story6-subhead: ಕೋರ್ಟ್ ಗೆ ಹೋಗುವುದಾಗಿ ಎಚ್ಚರಿಸಿದ ನಾರಾಯಣಸ್ವಾಮಿ: [553, 1679, 931, 1703]
story2-body-col3: [986, 578, 1204, 704]
story5-body-col1: [514, 1241, 744, 1618]
story2-body-col2: [755, 578, 977, 704]
story6-col1-text: ಬೆಂಗಳೂರು: ಏರೋಸ್ಪೇಸ್ ನಲ್ಲಿ ಕೊಟ್ಟಿರುವ ಸೈಟ್ ಸಹ ಕಾನೂನು ಬಾಹಿರ. ಅದನ್ನೂ ತಕ್ಷಣ ರದ್ದು ಮಾಡಬೇಕು. ಇಲ್ಲವಾದರೆ ನಾವು ಕೋರ್ಟ್ ಗೆ ಹೋಗುತ್ತೇವೆ ಎಂದು ಪರಿಷತ್ ವಿಪಕ್ಷ ನಾಯಕ ಛಲವಾದಿ ನಾರಾಯಣಸ್ವಾಮಿ ಎಚ್ಚರಿಕೆ ನೀಡಿದ್ದಾರೆ.: [514, 1718, 736, 1814]
story4-body-col1: [63, 1282, 276, 1572]
story3-photo: [1223, 793, 1440, 1029]
story5-body-col2: [755, 1520, 977, 1618]
column-divider-3: [978, 1629, 979, 2303]
story4-headline: ಬೆಂಗಳೂರು ಸೇರಿ ಕರ್ನಾಟಕದ 16 ಜಿಲ್ಲೆಗಳಲ್ಲಿ ಅ.19ರವರೆಗೆ ಮಳೆ: [104, 1163, 457, 1253]
story1-col1-text: ಬೆಂಗಳೂರು, (ಅಕ್ಟೋಬರ್ 13): ಕರ್ನಾಟಕ ರಾಜ್ಯ ರಾಜಕಾರಣದಲ್ಲಿ ಭಾರೀ ವಿವಾದ ಬೆನ್ನಲ್ಲೇ ಎಐಸಿಸಿ ಅಧ್ಯಕ್ಷ ಮಲ್ಲಿಕಾರ್ಜುನ ಖರ್ಗೆ ಕುಟುಂಬದ ಸಿದ್ಧಾರ್ಥ ವಿಹಾರ್ ಟ್ರಸ್ಟ್ ಗೆ ನೀಡಿರುವ ಕೆಐಎಡಿಬಿ ಸಿಎ: [63, 309, 276, 385]
story7-photo: [991, 1973, 1440, 2304]
story1-body-col1: [63, 306, 276, 410]
date-kannada: ಸೋಮವಾರ 14 ಅಕ್ಟೋಬರ್ 2024: [1239, 95, 1442, 114]
story2-col4-text: ಅರ್ಚಕರಿಂದ ಸಿಎಂಗೆ ಮನವಿ ಸಿಎಂ ಸಿದ್ದರಾಮಯ್ಯ ರೇಣುಕಾ ಯಲ್ಲಮ್ಮ ದೇವಿ ದರ್ಶನ ಪಡೆಯುವಾಗ ವೇತನ ಹೆಚ್ಚಿಸುವಂತೆ ದೇಗುಲದಲ್ಲೇ ಅರ್ಚಕರು ಮನವಿ ಮಾಡಿದರು. ಈ ವೇಳೆ ಸಂಬಂಧಪಟ್ಟವರ ಜೊತೆಗೆ ಮಾತನಾಡುವುದಾಗಿ ಸಿಎಂ ಭರವಸೆ ನೀಡಿದ್ದಾರೆ. ಮನವಿ ಕೊಡಲು ಬಂದವರಿಗೆ ಬೇಡ ಎಂದ ಸಿದ್ದರಾಮಯ್ಯ ಇನ್ನು ಇದೇ ವೇಳೆ ಮನವಿ ಕೊಡಲು ಬಂದವರಿಗೆ ಬೇಡ ಎಂದಿದ್ದಾರೆ. 3 ಡಿಸೆಂಬರ್ ಬಂದಂತಹ ಇನ್ನೂ ಕೆಲವ ಜನ ಬಂದರು. ಆದರೆ ಆ ಪಟ್ಟು ಆಲಿಸಿಕೊಂಡಿದ್ದಾರೆ. ಈ ವೇಳೆ ಎಲ್ಲದನ್ನ ತೆಗೆದುಕೊಂಡು ಸಿಎಂ ಗರು ಮುಂದೆ ಸಾಗಿದ್ದಾರೆ. ಹೇಗೆ ಹುಬ್ಬಳ್ಳಿ ಗಲಭೆ ಕೇಸ್ ವಾಪಸ್ ಪಡೆದಿರುವುದಕ್ಕೆ ಸ್ಪಷ್ಟ ಕಾರಣ ಕೊಟ್ಟ ಸಿಎಂ ದೇವಿ ದರ್ಶನ ಬಳಿಕ ಮಾಧ್ಯಮದ ಜೊತೆ ಸಿಎಂ ಸಿದ್ದರಾಮಯ್ಯ ಉದ್ದೇಶಿಸಿದರು. ಬಳಿಕ ಮಾಧ್ಯಮದವರನ್ನ ಬೆಳಗಾವಿ ಪ್ರತಿನಿಧಿಗಳೊಂದಿಗೆ ಚರ್ಚೆ ಮಾಡಿದ್ದಾರೆ. ಅಲಾಟಿ ಅಧಿಕಾರಿಗಳ ಜತೆ ಸಭೆ ಮಾಡಿದ್ದಾರೆ.: [1219, 314, 1440, 614]
story3-col3-text: ಕುಲಕರ್ಣಿ ಅವರಿಗೆ ಒಂದು ಕಾನೂನು ಎಂಬಂತಾಗಿದೆ. ಎಸ್ ಐಟಿಗಳ ನಿಜಬಣ್ಣ ಬಯಲು ಮಾಡಲು ಡುಲ್ ಎಸ್ ಐಟಿ ಎಂಬ ಭಾಷೆ ಸ್ಥಾಪಿಸಬೇಕಿದೆ ಎಂದು ವ್ಯಂಗ್ಯವಾಡಿದರು. ಎಸ್ ಸಿ ಒಳ ಮೀಸಲಾತಿ ಜಾರಿ ಕುರಿತು ಸಚಿವ ಸಂಪುಟ ಸಭೆಯಲ್ಲಿ ಚರ್ಚೆ: ಪ್ರಕಾರ ಮೇಲಿ ಕಾಂಗ್ರೆಸ್ ನಾಯಕರು ಸ್ಪಷ್ಟನೆ ನೀಡಿದ್ದಾರೆ. ಮುಡಾ ಹಾಗೂ ವಾಲ್ಮೀಕಿ ಅಭಿವೃದ್ಧಿ ನಿಗಮದಲ್ಲಿ ಕಾಂಗ್ರೆಸ್ ನಾಯಕರು ಚೆನ್ನಾಗಿ ಹಣ ಸಂಪಾದಿಸಿದ್ದಾರೆ. ಇದರ ವಿರುದ್ಧ ಬಿಜೆಪಿ ಸಮರ್ಥವಾಗಿ ಪ್ರತಿಭಟನೆ ಮಾಡಿದೆ. ಬಿ.ಎಸ್.ಯಡಿಯೂರಪ್ಪನವರ ಪ್ರಕರಣಕ್ಕೆ ಸಂಬಂಧಿಸಿದಂತೆ ತನಿಖೆ ನಡೆಸಬೇಕಿದೆ ಎಂದು ಹೇಳಿದರು.: [996, 788, 1208, 1007]
story6-col2b-text: ಪ್ರಿಯಾಂಕ್ ಖರ್ಗೆಗೆ ಟಾಂಗ್: ಪ್ರಿಯಾಂಕ್ ಖರ್ಗೆ ಗೊತ್ತಿದೆ. ಎಲ್ಲದಕ್ಕೂ ಪ್ರಿಯಾಂಕ್ ಖರ್ಗೆ ಸಮರ್ಥನೆ ಮಾಡ್ತಿದ್ದಾರೆ. ಬೇಕಿದ್ದರೆ ನಾನು ಅಂತ ಕೊಡುತ್ತೇನೆ. ನಾವೆಲ್ಲ ಗ್ರಾಮ ಪಂಚಾಯಿತಿ ಸದಸ್ಯರು ಇರುವವರು. ಸದನದಲ್ಲಿ ನೀಡಿರುವ ಉತ್ತರದ ಪ್ರತಿ ಇದೆ. ಎಲ್ಲಾ ದಾಖಲೆ ಇದೆ. ನಮ್ಮನ್ನು ಪ್ರಿಯಾಂಕ್ ಖರ್ಗೆ ಕೆಣಕುತ್ತಿದ್ದಾರೆ. ಅವರ ತಂದೆಯವರಿಗೆ ನಾನು ಗೌರವ ಕೊಡುತ್ತೇನೆ ಎಂದು ಟಾಂಗ್ ನೀಡಿದರು.: [746, 1989, 970, 2146]
story4-body-col1b: [63, 1739, 276, 2304]
section-divider: [514, 711, 1441, 712]
story5-photo-svg: [756, 1245, 1207, 1515]
story5-col4-text: ಘನತ್ಯಾಜ್ಯ ನಿರ್ವಹಣೆ ಮಾಡಿ ಎಂದ ಮಾರ್ಷಲ್ ಹೊಡೆಯಿತ್ತು ಪಾಲಿಕೆ ರಾಶಿ ರಾಶಿ ಕಸ ಬಿದ್ದಿರುವ ಕಡೆ ತೆರವು ಮಾಡದೇ ಇರೋದಕ್ಕೆ ಜನರು ಕಿಡಿಕಾರಿದ್ದಾರೆ. ಸದ್ಯ ರಾಜಧಾನಿಯಲ್ಲಿ ಈಗಾಗಲೇ ಕಸದ ಸಮಸ್ಯೆ ಹೆಚ್ಚಾಗಿದೆ. ಇಂತಹ ಹೊತ್ತಿನಲ್ಲಿ ಹಬ್ಬದ ಹಿನ್ನಲೆ ಮತ್ತಷ್ಟು ಕಸದ ರಾಶಿ ಹೆಚ್ಚಾಗಿದ್ದು, ಇತ್ತ ಹಬ್ಬದ ಸಂದರ್ಭ ಕಸವನ್ನು ಸೂಕ್ತವಾಗಿ ನಿರ್ವಹಣೆ ಮಾಡಿ ಎಂದ ಮಾರ್ಷಲ್ ಹೊಡೆಯಿತ್ತ ಪಾಲಿಕೆ ಅಲರ್ಟ್ ಆಗಲಿಲ್ಲ. ಸದ್ಯ ಹಬ್ಬದ ಹಿನ್ನೆಲೆ ಬಿಬಿಎಂಪಿ ಪೌರಕಾರ್ಮಿಕರಿಗೆ ರಜೆ ನೀಡಲಾಗಿದೆ. ಇತ್ತ ಪೌರಕಾರ್ಮಿಕರು ಬಂದ ನಂತರ ಕಸ ಸಮಸ್ಯೆ ಮತ್ತಷ್ಟು ಹೆಚ್ಚಲು ಕಾರಣವಾಗಿದೆ. ಸದ್ಯ ಕಸ ಎಂಬ ಸಮಸ್ಯೆಯಿಂದ ಬಿಬಿಎಂಪಿ ಎಚ್ಚೆತ್ತುಕೊಂಡು ಕ್ರಮಕ್ಕೆ ಮುಂದಾಗಬೇಕಿದೆ.: [1219, 1247, 1440, 1486]
story1-body-col3: [63, 679, 276, 1103]
newspaper-name-blue: ವಾರ್ತೆ: [874, 65, 981, 123]
story2-photo-svg: [756, 312, 1205, 573]
story6-body-col2b: [746, 1985, 970, 2303]
story5-body-col3: [986, 1520, 1206, 1618]
story7-col1-text: ವಿಜಯಪುರ: ದಸರಾ ಸ್ತಬ್ಧಚಿತ್ರಗಳ ಪ್ರದರ್ಶನದಲ್ಲಿ ಪೆರಿಯಾರ್ ಅವರ ಚಿತ್ರವನ್ನು ಪ್ರದರ್ಶನ ಮಾಡುವ ಮೂಲಕ ರಾಜ್ಯ ಸರ್ಕಾರ ಆಸ್ತಿಕರ ಭಾವನೆಗಳನ್ನು ಘಾಸಿಗೊಳಿಸಿದೆ ಎಂದು ಬಿಜೆಪಿ ಶಾಸಕ ಬಸನಗೌಡ ಪಾಟೀಲ್ ಯತ್ನಾಳ್? ಆಕ್ರೋಶ ವ್ಯಕ್ತಪಡಿಸಿದ್ದಾರೆ. ಈ ಬಗ್ಗೆ ಟ್ವೀಟ್ ಮಾಡಿ, ಸ್ತಬ್ಧಚಿತ್ರಗಳ ಪ್ರದರ್ಶನ ರಾಜ್ಯದ ಸಂಸ್ಕೃತಿಯನ್ನು ಪ್ರತಿಬಿಂಬಿಸಬೇಕೇ ಹೊರತು ಯಾವುದೇ ಪಕ್ಷ/ವ್ಯಕ್ತಿಯ ಸಿದ್ಧಾಂತಗಳನ್ನಲ್ಲ: [985, 1731, 1207, 1888]
story1-body-col2: [292, 306, 498, 410]
epaper-banner[interactable]: ಇ-ಪೇಪರ್: www.munjanevarthe.com: [57, 1111, 1442, 1140]
story2-col3-text: ಆಶೀರ್ವದಿಸಿದರು. ಇನ್ನು ಗರ್ಭಗುಡಿಯಲ್ಲಿ ಡಿಸಿಎಂ ಡಿಕೆ ಶಿವಕುಮಾರ್? ಸಾಷ್ಟಾಂಗ ನಮಸ್ಕಾರ ಹಾಕಿದರು. ಯಲ್ಲಮ್ಮ ದೇವಿ ಸನ್ನಿಧಾನದಲ್ಲಿ ಶಾಸಕ ವಿಶ್ವಾಸ ವೈದ್ಯರಿಂದ ಸಿಎಂ ಮತ್ತು ಡಿಸಿಎಂಗೆ ಹೂವಿನ ಹಾರ ಹಾಕಿ ಶಾಲು ಹೊದಿಸಿ ಸನ್ಮಾನ ಮಾಡಲಾಯಿತು. ವೇತನ ಹೆಚ್ಚಿಸುವಂತೆ ದೇಗುಲದಲ್ಲೇ: [986, 581, 1204, 697]
story4-body-col2: [292, 1282, 498, 2463]
story7-body-col1: [985, 1728, 1207, 1965]
masthead: [57, 36, 1442, 154]
story6-photo: [522, 1872, 736, 2026]
story2-headline: ಮುಡಾ ಕಂಟಕ ಬೆನ್ನಲ್ಲೇ ಪತ್ನಿ ಹೆಸರಲ್ಲಿ ಸಿದ್ದರಾಮಯ್ಯ ವಿಶೇಷ ಪೂಜೆ: ತಾವೇ ಕುಂಕುಮ ಹಚ್ಚಿಸಿಕೊಂಡ ಸಿಎಂ: [514, 163, 1428, 258]
masthead-band: [152, 47, 1442, 140]
